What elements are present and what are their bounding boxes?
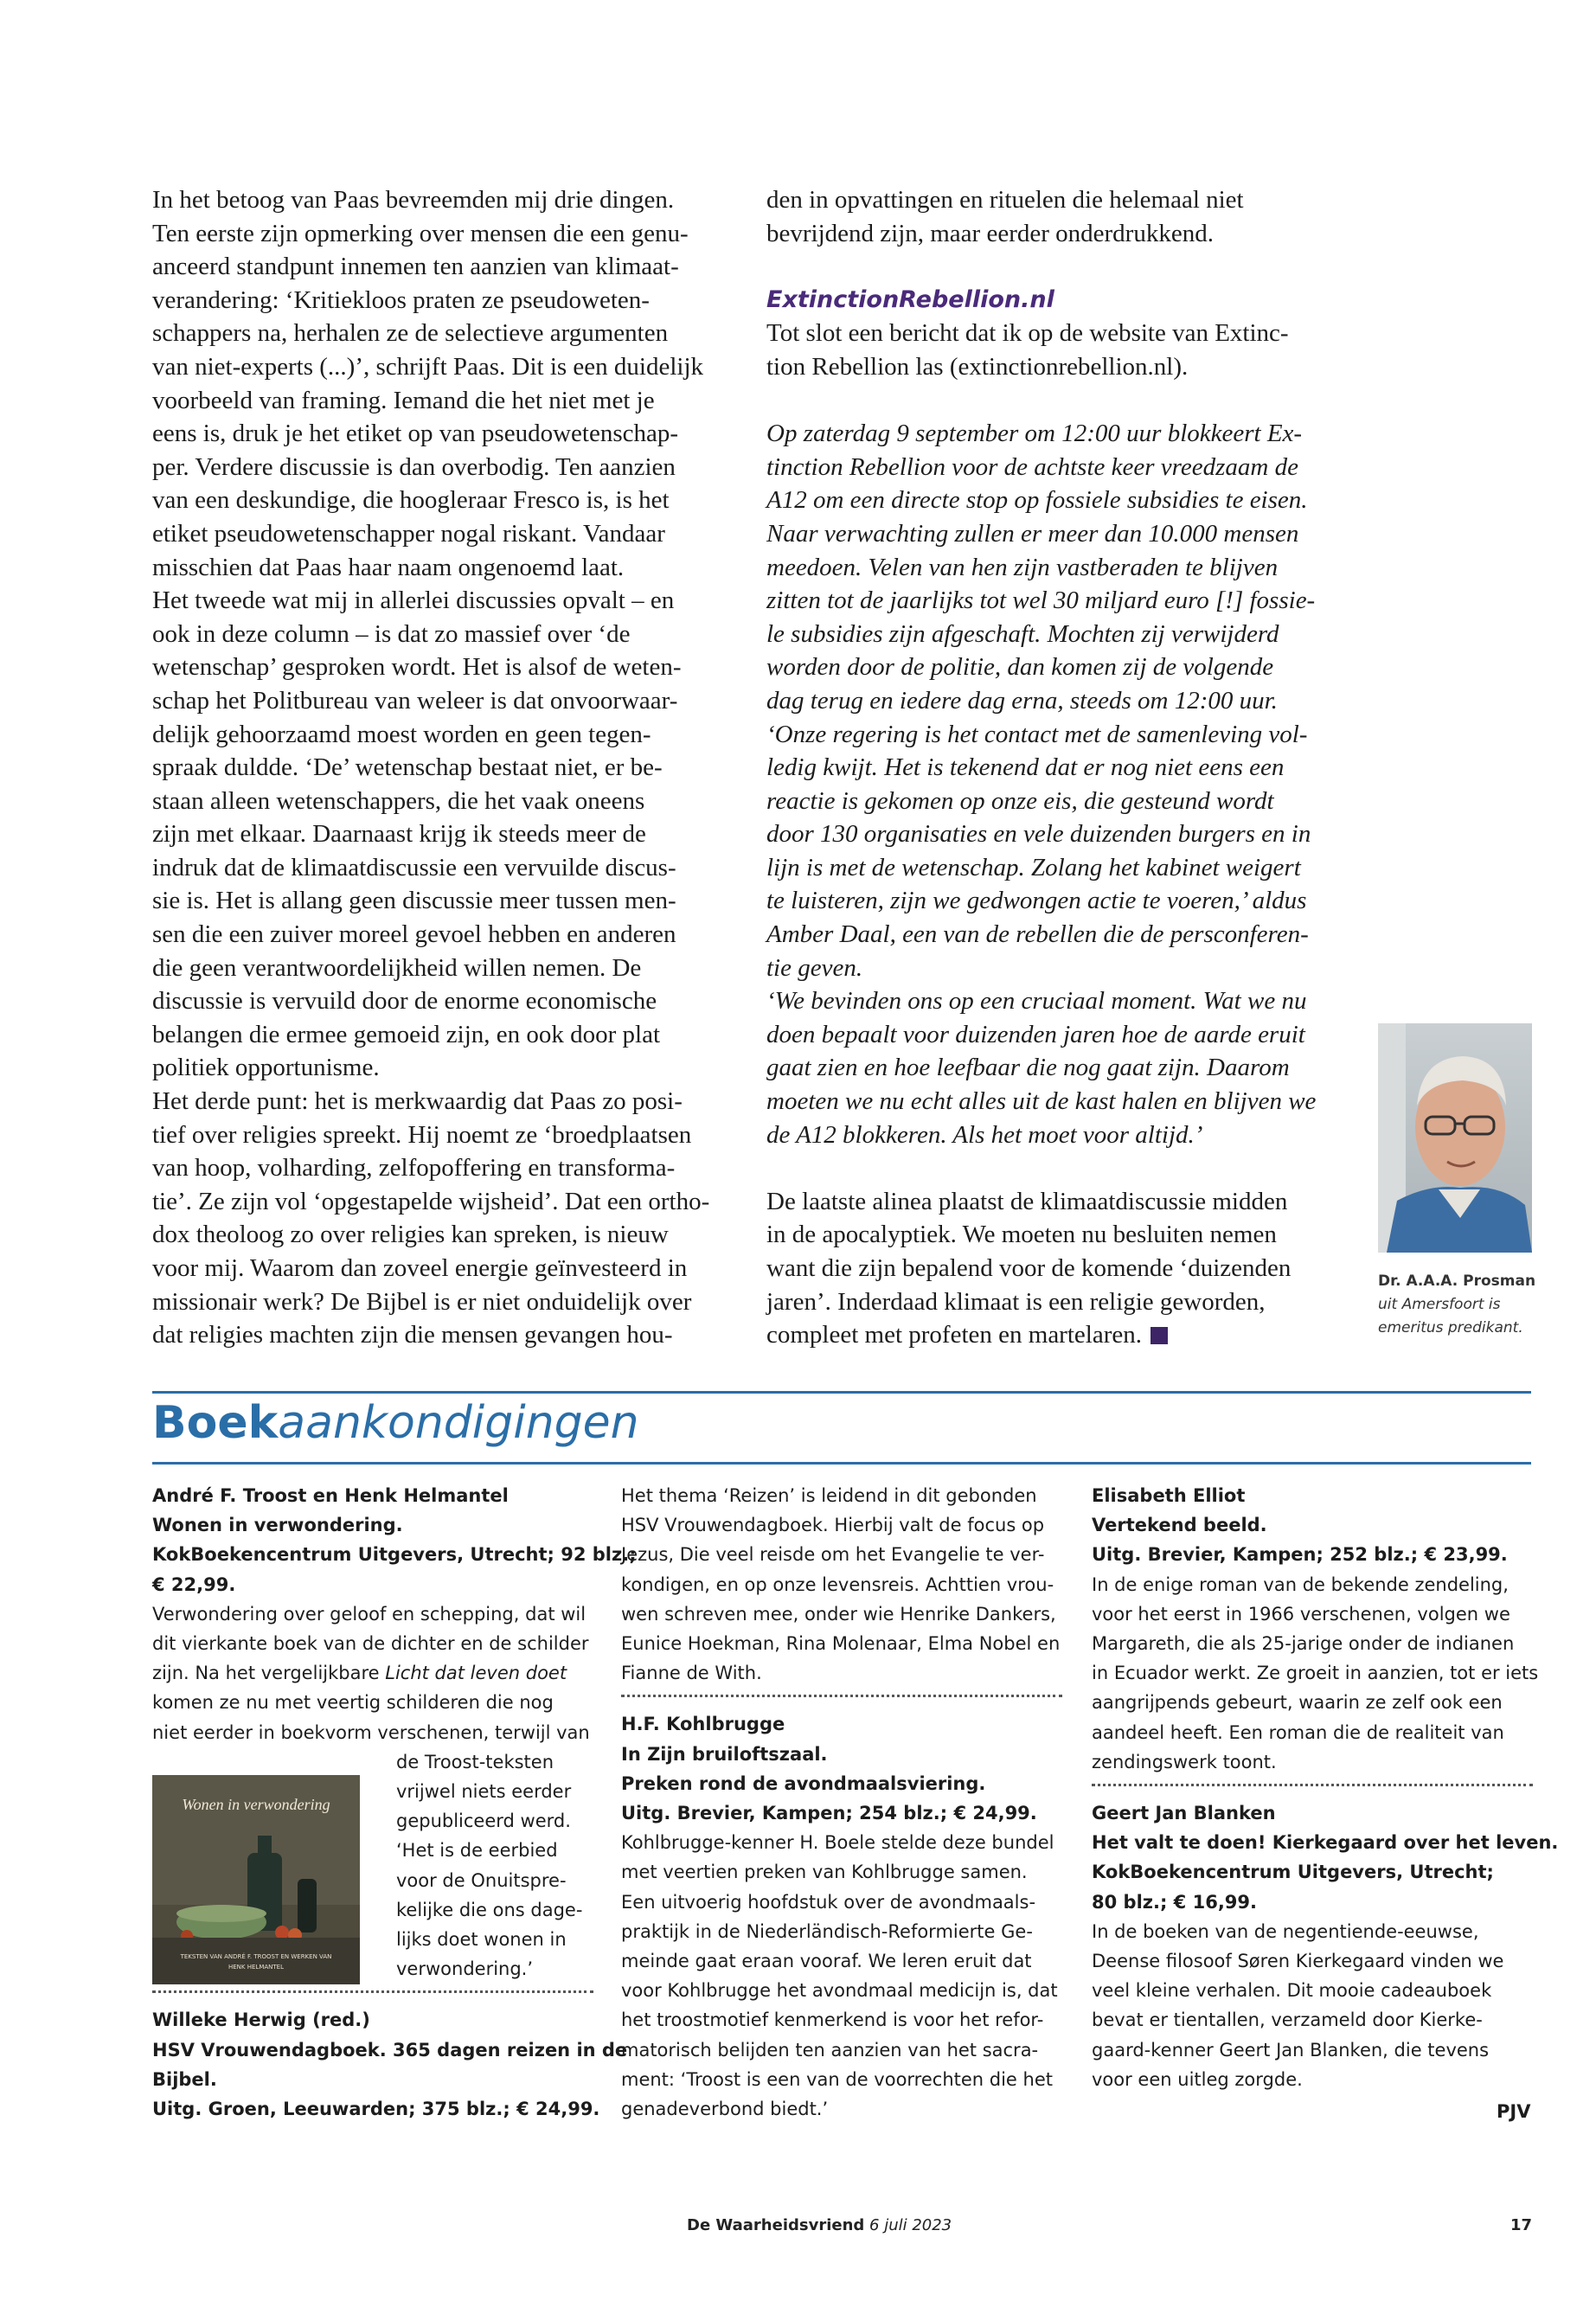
text-line: reactie is gekomen op onze eis, die gesteund wordt [766,786,1274,815]
text-line: bevrijdend zijn, maar eerder onderdrukkend. [766,219,1214,247]
text-line: politiek opportunisme. [152,1054,380,1082]
book1-body-line: dit vierkante boek van de dichter en de schilder [152,1633,589,1655]
text-line: per. Verdere discussie is dan overbodig. Ten aanzien [152,452,676,481]
text-line: gepubliceerd werd. [396,1811,571,1832]
book1-body-line [152,1658,593,1688]
text-line: lijks doet wonen in [396,1929,567,1951]
section-title [152,1396,639,1450]
text-line: ment: ‘Troost is een van de voorrechten die het [621,2068,1053,2090]
text-line: spraak duldde. ‘De’ wetenschap bestaat niet, er be- [152,753,663,782]
text-line: meedoen. Velen van hen zijn vastberaden te blijven [766,553,1279,581]
book1-body-line: Verwondering over geloof en schepping, dat wil [152,1603,586,1625]
text-line: uit Amersfoort is [1378,1296,1501,1313]
article-col2-end [766,1185,1355,1352]
text-line: voor een uitleg zorgde. [1092,2068,1303,2090]
text-line: van een deskundige, die hoogleraar Fresco is, is het [152,486,670,515]
text-line: KokBoekencentrum Uitgevers, Utrecht; 92 blz.; [152,1544,637,1566]
text-line: André F. Troost en Henk Helmantel [152,1485,509,1506]
text-line: kelijke die ons dage- [396,1899,583,1920]
text-line: 80 blz.; € 16,99. [1092,1891,1257,1913]
text-line: Kohlbrugge-kenner H. Boele stelde deze bundel [621,1832,1054,1854]
section-rule-top [152,1391,1531,1394]
text-line: meinde gaat eraan vooraf. We leren eruit dat [621,1951,1032,1972]
text-line: Uitg. Brevier, Kampen; 252 blz.; € 23,99. [1092,1544,1508,1566]
book2-heading [152,2005,628,2124]
text-line: Tot slot een bericht dat ik op de website van Extinc- [766,319,1289,348]
book1-body-text: zijn. Na het vergelijkbare [152,1663,386,1684]
text-line: eens is, druk je het etiket op van pseudowetenschap- [152,420,679,448]
text-line: tief over religies spreekt. Hij noemt ze ‘broedplaatsen [152,1120,692,1149]
text-line: voor mij. Waarom dan zoveel energie geïnvesteerd in [152,1254,688,1282]
book1-body-3 [396,1747,593,1984]
text-line: staan alleen wetenschappers, die het vaak oneens [152,786,645,815]
text-line: Het tweede wat mij in allerlei discussies opvalt – en [152,586,675,615]
book4-heading [1092,1481,1533,1570]
text-line: Elisabeth Elliot [1092,1485,1246,1506]
text-line: sen die een zuiver moreel gevoel hebben en anderen [152,920,676,949]
text-line: Ten eerste zijn opmerking over mensen die een genu- [152,219,689,247]
article-column-1 [152,183,723,1352]
section-title-italic: aankondigingen [278,1397,639,1449]
text-line: belangen die ermee gemoeid zijn, en ook door plat [152,1020,661,1048]
text-line: Amber Daal, een van de rebellen die de persconferen- [766,920,1309,949]
text-line: vrijwel niets eerder [396,1781,572,1803]
text-line: veel kleine verhalen. Dit mooie cadeauboek [1092,1980,1492,2002]
author-description [1378,1293,1542,1340]
text-line: missionair werk? De Bijbel is er niet onduidelijk over [152,1287,692,1316]
text-line: praktijk in de Niederländisch-Reformierte Ge- [621,1920,1033,1942]
divider [621,1695,1062,1697]
text-line: ‘Onze regering is het contact met de samenleving vol- [766,720,1308,748]
text-line: zendingswerk toont. [1092,1751,1277,1772]
text-line: anceerd standpunt innemen ten aanzien van klimaat- [152,253,679,281]
text-line: met veertien preken van Kohlbrugge samen. [621,1862,1028,1883]
cover-title: Wonen in verwondering [182,1796,330,1813]
text-line: Op zaterdag 9 september om 12:00 uur blokkeert Ex- [766,420,1303,448]
book4-body [1092,1570,1539,1777]
text-line: H.F. Kohlbrugge [621,1714,785,1735]
text-line: Het thema ‘Reizen’ is leidend in dit gebonden [621,1485,1037,1506]
text-line: ‘We bevinden ons op een cruciaal moment. Wat we nu [766,987,1307,1016]
text-line: Eunice Hoekman, Rina Molenaar, Elma Nobel en [621,1633,1061,1655]
text-line: discussie is vervuild door de enorme economische [152,987,657,1016]
reviewer-signature: PJV [1497,2101,1531,2122]
section-rule-bottom [152,1462,1531,1465]
text-line: tinction Rebellion voor de achtste keer vreedzaam de [766,452,1298,481]
book1-body [152,1599,593,1689]
text-line: De laatste alinea plaatst de klimaatdiscussie midden [766,1187,1288,1215]
footer-date: 6 juli 2023 [869,2216,952,2234]
text-line: die geen verantwoordelijkheid willen nemen. De [152,953,642,982]
text-line: voor Kohlbrugge het avondmaal medicijn is, dat [621,1980,1058,2002]
text-line: Naar verwachting zullen er meer dan 10.000 mensen [766,519,1299,548]
text-line: HSV Vrouwendagboek. 365 dagen reizen in de [152,2039,628,2061]
text-line: ‘Het is de eerbied [396,1840,558,1862]
text-line: het troostmotief kenmerkend is voor het refor- [621,2009,1044,2031]
text-line: Uitg. Brevier, Kampen; 254 blz.; € 24,99. [621,1803,1037,1824]
text-line: ledig kwijt. Het is tekenend dat er nog niet eens een [766,753,1285,782]
text-line: tie geven. [766,953,863,982]
text-line: Fianne de With. [621,1663,762,1684]
book2-body [621,1481,1062,1688]
text-line: ook in deze column – is dat zo massief over ‘de [152,619,631,648]
text-line: Uitg. Groen, Leeuwarden; 375 blz.; € 24,99. [152,2099,600,2120]
book1-referenced-title: Licht dat leven doet [385,1663,567,1684]
text-line: kondigen, en op onze levensreis. Achttien vrou- [621,1574,1054,1595]
text-line: etiket pseudowetenschapper nogal riskant. Vandaar [152,519,665,548]
text-line: indruk dat de klimaatdiscussie een vervuilde discus- [152,853,676,881]
text-line: de A12 blokkeren. Als het moet voor altijd.’ [766,1120,1203,1149]
end-of-article-marker [1151,1327,1168,1344]
text-line: doen bepaalt voor duizenden jaren hoe de aarde eruit [766,1020,1305,1048]
text-line: KokBoekencentrum Uitgevers, Utrecht; [1092,1862,1494,1883]
section-title-bold: Boek [152,1397,279,1449]
book3-heading [621,1709,1062,1828]
text-line: Een uitvoerig hoofdstuk over de avondmaals- [621,1891,1036,1913]
page-number: 17 [1510,2216,1533,2234]
text-line: Preken rond de avondmaalsviering. [621,1772,986,1794]
extinction-rebellion-heading: ExtinctionRebellion.nl [766,285,1054,313]
text-line: matorisch belijden ten aanzien van het sacra- [621,2039,1039,2061]
text-line: schappers na, herhalen ze de selectieve argumenten [152,319,669,348]
text-line: want die zijn bepalend voor de komende ‘duizenden [766,1254,1292,1282]
text-line: Geert Jan Blanken [1092,1803,1276,1824]
text-line: € 22,99. [152,1574,236,1595]
text-line: gaat zien en hoe leefbaar die nog gaat zijn. Daarom [766,1054,1290,1082]
text-line: worden door de politie, dan komen zij de volgende [766,653,1274,682]
text-line: In de enige roman van de bekende zendeling, [1092,1574,1509,1595]
book5-body [1092,1917,1533,2094]
text-line: tion Rebellion las (extinctionrebellion.nl). [766,352,1189,381]
text-line: Het derde punt: het is merkwaardig dat Paas zo posi- [152,1087,683,1116]
text-line: Jezus, Die veel reisde om het Evangelie te ver- [621,1544,1045,1566]
books-column-3 [1092,1481,1559,2094]
divider [152,1990,593,1993]
text-line: Bijbel. [152,2068,217,2090]
text-line: aangrijpends gebeurt, waarin ze zelf ook een [1092,1692,1503,1714]
book5-heading [1092,1798,1559,1917]
text-line: wetenschap’ gesproken wordt. Het is alsof de weten- [152,653,682,682]
text-line: Wonen in verwondering. [152,1515,403,1536]
book1-heading [152,1481,637,1599]
text-line: niet eerder in boekvorm verschenen, terwijl van [152,1721,590,1743]
text-line: In het betoog van Paas bevreemden mij drie dingen. [152,186,675,214]
text-line: moeten we nu echt alles uit de kast halen en blijven we [766,1087,1317,1116]
divider [1092,1784,1533,1786]
book3-body [621,1828,1062,2124]
text-line: bevat er tientallen, verzameld door Kierke- [1092,2009,1483,2031]
text-line: Willeke Herwig (red.) [152,2009,370,2031]
text-line: le subsidies zijn afgeschaft. Mochten zij verwijderd [766,619,1279,648]
text-line: in Ecuador werkt. Ze groeit in aanzien, tot er iets [1092,1663,1539,1684]
author-name: Dr. A.A.A. Prosman [1378,1272,1536,1290]
text-line: voor de Onuitspre- [396,1869,567,1891]
text-line: tie’. Ze zijn vol ‘opgestapelde wijsheid’. Dat een ortho- [152,1187,710,1215]
text-line: schap het Politbureau van weleer is dat onvoorwaar- [152,686,678,715]
book-cover-wonen-in-verwondering [152,1775,360,1984]
text-line: door 130 organisaties en vele duizenden burgers en in [766,820,1311,849]
author-caption [1378,1270,1542,1340]
text-line: delijk gehoorzaamd moest worden en geen tegen- [152,720,651,748]
text-line: dat religies machten zijn die mensen gevangen hou- [152,1321,673,1349]
author-portrait [1378,1023,1532,1253]
cover-line-2: HENK HELMANTEL [228,1964,284,1971]
text-line: compleet met profeten en martelaren. [766,1318,1355,1352]
text-line: de Troost-teksten [396,1751,554,1772]
text-line: genadeverbond biedt.’ [621,2099,829,2120]
article-col2-intro [766,317,1355,383]
text-line: voorbeeld van framing. Iemand die het niet met je [152,386,655,414]
text-line: Het valt te doen! Kierkegaard over het leven. [1092,1832,1559,1854]
footer-magazine-name: De Waarheidsvriend [687,2216,865,2234]
cover-line-1: TEKSTEN VAN ANDRÉ F. TROOST EN WERKEN VAN [180,1953,332,1960]
text-line: te luisteren, zijn we gedwongen actie te voeren,’ aldus [766,887,1307,915]
text-line: van hoop, volharding, zelfopoffering en transforma- [152,1154,676,1183]
text-line: jaren’. Inderdaad klimaat is een religie geworden, [766,1287,1266,1316]
text-line: den in opvattingen en rituelen die helemaal niet [766,186,1244,214]
text-line: komen ze nu met veertig schilderen die nog [152,1692,554,1714]
footer-magazine [687,2216,952,2234]
text-line: dag terug en iedere dag erna, steeds om 12:00 uur. [766,686,1278,715]
text-line: sie is. Het is allang geen discussie meer tussen men- [152,887,676,915]
text-line: zitten tot de jaarlijks tot wel 30 miljard euro [!] fossie- [766,586,1316,615]
text-line: Vertekend beeld. [1092,1515,1267,1536]
article-column-2 [766,183,1355,1352]
text-line: dox theoloog zo over religies kan spreken, is nieuw [152,1221,669,1249]
text-line: gaard-kenner Geert Jan Blanken, die tevens [1092,2039,1490,2061]
text-line: Margareth, die als 25-jarige onder de indianen [1092,1633,1515,1655]
text-line: in de apocalyptiek. We moeten nu besluiten nemen [766,1221,1277,1249]
text-line: In Zijn bruiloftszaal. [621,1743,828,1765]
text-line: zijn met elkaar. Daarnaast krijg ik steeds meer de [152,820,646,849]
text-line: aandeel heeft. Een roman die de realiteit van [1092,1721,1504,1743]
text-line: voor het eerst in 1966 verschenen, volgen we [1092,1603,1510,1625]
text-line: van niet-experts (...)’, schrijft Paas. Dit is een duidelijk [152,352,704,381]
text-line: verwondering.’ [396,1958,534,1980]
books-column-2 [621,1481,1062,2124]
text-line: verandering: ‘Kritiekloos praten ze pseudoweten- [152,285,650,314]
book1-body-2 [152,1688,593,1747]
text-line: HSV Vrouwendagboek. Hierbij valt de focus op [621,1515,1045,1536]
article-col2-top [766,183,1355,250]
text-line: In de boeken van de negentiende-eeuwse, [1092,1920,1479,1942]
text-line: Deense filosoof Søren Kierkegaard vinden we [1092,1951,1504,1972]
text-line: lijn is met de wetenschap. Zolang het kabinet weigert [766,853,1301,881]
text-line: misschien dat Paas haar naam ongenoemd laat. [152,553,625,581]
text-line: A12 om een directe stop op fossiele subsidies te eisen. [766,486,1308,515]
text-line: emeritus predikant. [1378,1319,1523,1336]
text-line: wen schreven mee, onder wie Henrike Dankers, [621,1603,1056,1625]
extinction-rebellion-quote [766,417,1355,1151]
